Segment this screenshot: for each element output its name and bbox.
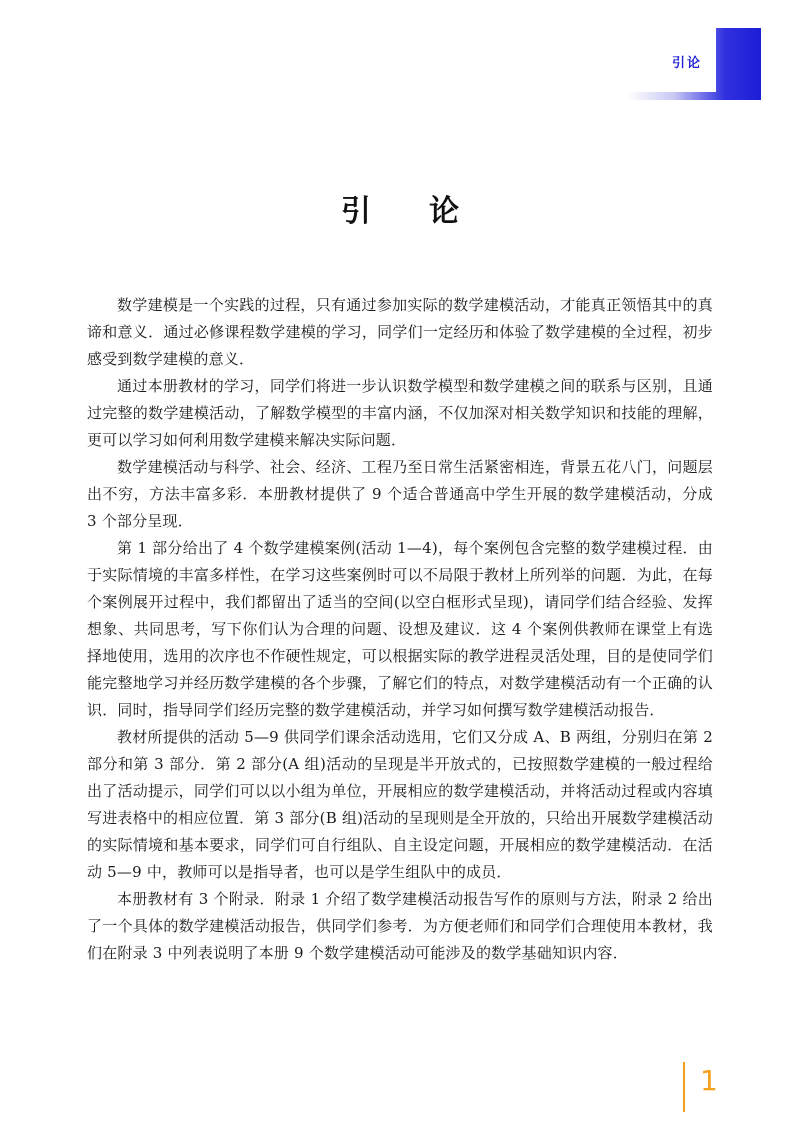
paragraph: 数学建模活动与科学、社会、经济、工程乃至日常生活紧密相连，背景五花八门，问题层出不穷，方法丰富多彩．本册教材提供了 9 个适合普通高中学生开展的数学建模活动，分成 3 个部分呈现．	[87, 458, 713, 530]
paragraph: 数学建模是一个实践的过程，只有通过参加实际的数学建模活动，才能真正领悟其中的真谛和意义．通过必修课程数学建模的学习，同学们一定经历和体验了数学建模的全过程，初步感受到数学建模的意义．	[87, 296, 713, 368]
paragraph: 通过本册教材的学习，同学们将进一步认识数学模型和数学建模之间的联系与区别，且通过完整的数学建模活动，了解数学模型的丰富内涵，不仅加深对相关数学知识和技能的理解，更可以学习如何利用数学建模来解决实际问题．	[87, 377, 713, 449]
page-title: 引论	[341, 194, 517, 229]
body-text	[87, 292, 713, 967]
paragraph: 第 1 部分给出了 4 个数学建模案例(活动 1—4)，每个案例包含完整的数学建模过程．由于实际情境的丰富多样性，在学习这些案例时可以不局限于教材上所列举的问题．为此，在每个案例展开过程中，我们都留出了适当的空间(以空白框形式呈现)，请同学们结合经验、发挥想象、共同思考，写下你们认为合理的问题、设想及建议．这 4 个案例供教师在课堂上有选择地使用，选用的次序也不作硬性规定，可以根据实际的教学进程灵活处理，目的是使同学们能完整地学习并经历数学建模的各个步骤，了解它们的特点，对数学建模活动有一个正确的认识．同时，指导同学们经历完整的数学建模活动，并学习如何撰写数学建模活动报告．	[87, 539, 713, 719]
footer-divider	[683, 1062, 685, 1112]
paragraph: 本册教材有 3 个附录．附录 1 介绍了数学建模活动报告写作的原则与方法，附录 2 给出了一个具体的数学建模活动报告，供同学们参考．为方便老师们和同学们合理使用本教材，我们在附录 3 中列表说明了本册 9 个数学建模活动可能涉及的数学基础知识内容．	[87, 890, 713, 962]
paragraph: 教材所提供的活动 5—9 供同学们课余活动选用，它们又分成 A、B 两组，分别归在第 2 部分和第 3 部分．第 2 部分(A 组)活动的呈现是半开放式的，已按照数学建模的一般过程给出了活动提示，同学们可以以小组为单位，开展相应的数学建模活动，并将活动过程或内容填写进表格中的相应位置．第 3 部分(B 组)活动的呈现则是全开放的，只给出开展数学建模活动的实际情境和基本要求，同学们可自行组队、自主设定问题，开展相应的数学建模活动．在活动 5—9 中，教师可以是指导者，也可以是学生组队中的成员．	[87, 728, 713, 881]
page-number: 1	[700, 1064, 718, 1097]
header-section-label: 引论	[672, 56, 703, 71]
